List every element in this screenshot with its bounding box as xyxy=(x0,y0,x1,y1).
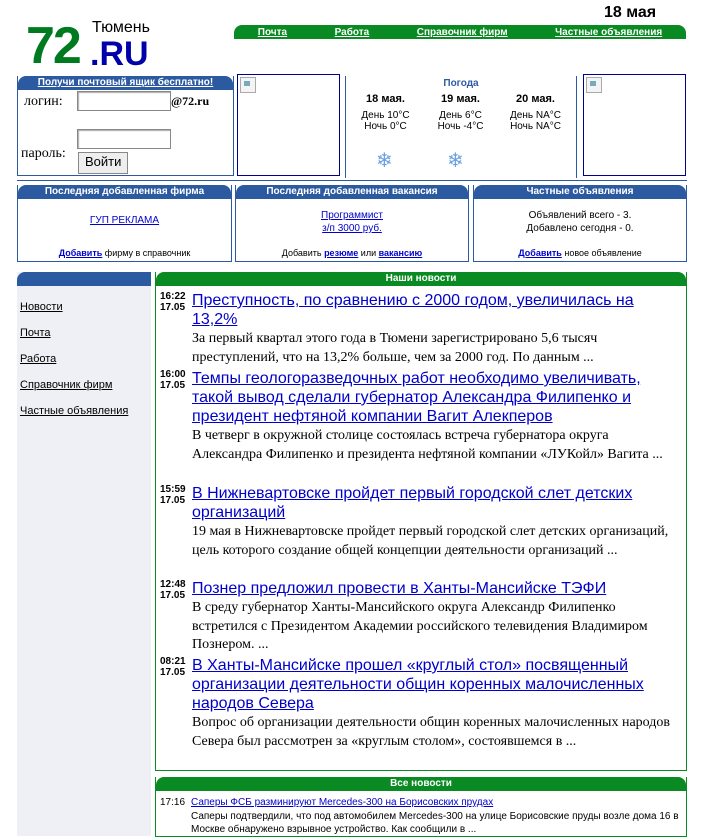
weather-night-temp: Ночь NA°C xyxy=(510,121,561,132)
free-mailbox-link[interactable]: Получи почтовый ящик бесплатно! xyxy=(37,77,214,88)
add-vacancy-link[interactable]: вакансию xyxy=(378,248,423,258)
weather-day-temp: День NA°C xyxy=(510,110,561,121)
weather-box xyxy=(345,76,577,178)
login-label: логин: xyxy=(24,94,63,109)
leftnav-jobs[interactable]: Работа xyxy=(20,353,57,365)
news-time: 12:48 17.05 xyxy=(160,579,186,601)
login-box xyxy=(17,76,234,176)
broken-image-icon xyxy=(240,77,256,93)
login-input[interactable] xyxy=(77,91,171,111)
news-box xyxy=(155,272,687,771)
news-time: 08:21 17.05 xyxy=(160,656,186,678)
news-headline[interactable]: В Нижневартовске пройдет первый городской слет детских организаций xyxy=(192,485,633,521)
vacancy-salary: з/п 3000 руб. xyxy=(322,223,382,234)
or-text: или xyxy=(360,248,377,258)
ads-total: Объявлений всего - 3. xyxy=(528,210,632,221)
snowflake-icon: ❄ xyxy=(376,150,393,172)
left-nav xyxy=(17,272,151,836)
news-text: 19 мая в Нижневартовске пройдет первый городской слет детских организаций, цель которого создание общей концепции деятельности организаций ... xyxy=(192,524,669,558)
news-time: 16:00 17.05 xyxy=(160,369,186,391)
snowflake-icon: ❄ xyxy=(447,150,464,172)
weather-day xyxy=(423,93,498,132)
leftnav-firms[interactable]: Справочник фирм xyxy=(20,379,113,391)
add-firm-text: фирму в справочник xyxy=(104,248,191,258)
leftnav-news[interactable]: Новости xyxy=(20,301,63,313)
latest-firm-title: Последняя добавленная фирма xyxy=(18,185,231,199)
weather-title: Погода xyxy=(443,78,479,89)
weather-date: 18 мая. xyxy=(366,93,405,105)
vacancy-link[interactable] xyxy=(321,210,383,234)
broken-image-icon xyxy=(586,77,602,93)
top-nav xyxy=(234,25,686,39)
news-headline[interactable]: Преступность, по сравнению с 2000 годом, увеличилась на 13,2% xyxy=(192,292,634,328)
news-text: За первый квартал этого года в Тюмени зарегистрировано 5,6 тысяч преступлений, что на 13,2% больше, чем за 2000 год. По данным ... xyxy=(192,331,598,365)
login-button[interactable]: Войти xyxy=(78,152,128,174)
all-news-headline[interactable]: Саперы ФСБ разминируют Mercedes-300 на Борисовских прудах xyxy=(191,797,494,808)
nav-firms[interactable]: Справочник фирм xyxy=(416,26,508,38)
weather-date: 19 мая. xyxy=(441,93,480,105)
news-headline[interactable]: Темпы геологоразведочных работ необходимо увеличивать, такой вывод сделали губернатор Александра Филипенко и президент нефтяной компании Вагит Алекперов xyxy=(192,370,641,425)
all-news-time: 17:16 xyxy=(160,797,186,808)
all-news-title: Все новости xyxy=(156,777,686,791)
latest-vacancy-box xyxy=(235,185,469,262)
left-nav-cap xyxy=(17,272,151,286)
add-firm-link[interactable]: Добавить xyxy=(58,248,103,258)
mail-domain: @72.ru xyxy=(171,94,210,108)
add-ad-text-ad: объявление xyxy=(591,248,642,258)
latest-firm-box xyxy=(17,185,232,262)
add-text: Добавить xyxy=(281,248,322,258)
nav-jobs[interactable]: Работа xyxy=(334,26,370,38)
password-label: пароль: xyxy=(21,146,66,161)
logo-number[interactable]: 72 xyxy=(26,17,80,75)
latest-vacancy-title: Последняя добавленная вакансия xyxy=(236,185,468,199)
all-news-text: Саперы подтвердили, что под автомобилем Mercedes-300 на улице Борисовские пруды возле дома 16 в Москве обнаружено взрывное устройство. Как сообщили в ... xyxy=(191,811,679,835)
leftnav-mail[interactable]: Почта xyxy=(20,327,51,339)
password-input[interactable] xyxy=(77,129,171,149)
news-title: Наши новости xyxy=(156,272,686,286)
latest-firm-link[interactable]: ГУП РЕКЛАМА xyxy=(89,215,160,226)
news-text: В среду губернатор Ханты-Мансийского округа Александр Филипенко встретился с Президентом Академии российского телевидения Владимиром Познером. ... xyxy=(192,600,648,652)
banner-left[interactable] xyxy=(237,74,340,176)
ads-today: Добавлено сегодня - 0. xyxy=(526,223,634,234)
weather-day-temp: День 6°C xyxy=(439,110,482,121)
news-headline[interactable]: В Ханты-Мансийске прошел «круглый стол» посвященный организации деятельности общин коренных малочисленных народов Севера xyxy=(192,657,644,712)
login-title xyxy=(18,76,233,90)
current-date: 18 мая xyxy=(604,4,657,21)
add-resume-link[interactable]: резюме xyxy=(324,248,359,258)
logo-domain[interactable]: .RU xyxy=(90,35,149,73)
add-ad-text-new: новое xyxy=(564,248,590,258)
news-time: 15:59 17.05 xyxy=(160,484,186,506)
private-ads-box xyxy=(473,185,687,262)
news-text: В четверг в окружной столице состоялась встреча губернатора округа Александра Филипенко и президента нефтяной компании «ЛУКойл» Вагита ... xyxy=(192,428,663,462)
nav-ads[interactable]: Частные объявления xyxy=(555,26,663,38)
weather-day-temp: День 10°C xyxy=(361,110,410,121)
news-headline[interactable]: Познер предложил провести в Ханты-Мансийске ТЭФИ xyxy=(192,580,607,597)
banner-right[interactable] xyxy=(583,74,686,176)
leftnav-ads[interactable]: Частные объявления xyxy=(20,405,129,417)
nav-mail[interactable]: Почта xyxy=(257,26,288,38)
weather-day xyxy=(348,93,423,132)
news-text: Вопрос об организации деятельности общин коренных малочисленных народов Севера был рассмотрен за «круглым столом», состоявшемся в ... xyxy=(192,715,671,749)
weather-date: 20 мая. xyxy=(516,93,555,105)
logo-city: Тюмень xyxy=(92,19,150,36)
weather-day xyxy=(498,93,573,132)
divider xyxy=(17,180,687,181)
private-ads-title: Частные объявления xyxy=(474,185,686,199)
weather-night-temp: Ночь -4°C xyxy=(437,121,484,132)
news-time: 16:22 17.05 xyxy=(160,291,186,313)
weather-night-temp: Ночь 0°C xyxy=(364,121,407,132)
add-ad-link[interactable]: Добавить xyxy=(518,248,562,258)
all-news-box xyxy=(155,777,687,837)
vacancy-title: Программист xyxy=(321,210,383,221)
